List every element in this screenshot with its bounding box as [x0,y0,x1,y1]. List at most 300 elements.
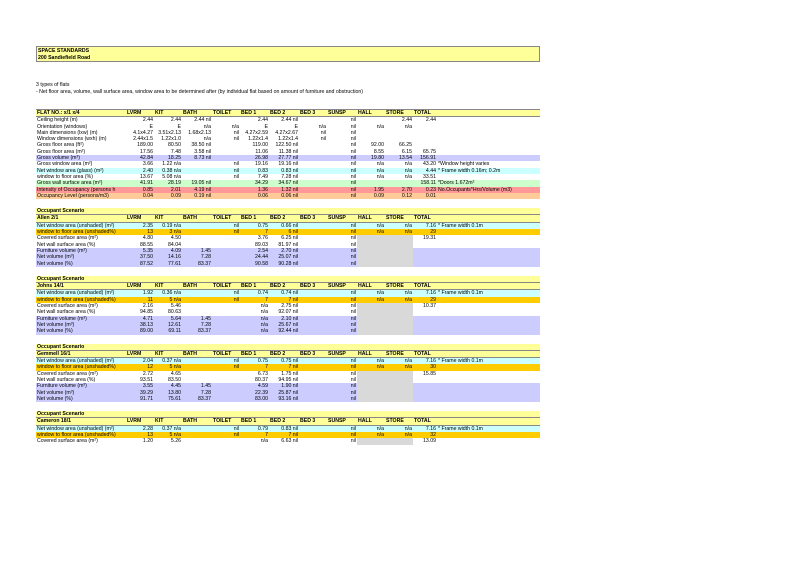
table-cell: nil [327,193,357,199]
table-cell: 0.12 [385,193,413,199]
table-cell [182,425,212,432]
table-cell [212,117,240,124]
header-row [36,283,540,290]
row-label: Gross floor area (m²) [36,149,126,155]
row-label: Net window area (unshaded) (m²) [36,290,126,297]
table-cell: 14.16 [154,254,182,260]
table-cell: 28.19 [154,180,182,186]
section-title-row [36,208,540,215]
row-label: Net window area (unshaded) (m²) [36,222,126,229]
table-cell: 5.26 [154,438,182,444]
row-label: window to floor area (unshaded%) [36,229,126,235]
row-label: Gross volume (m³) [36,155,126,161]
header-cell: SUNSP [327,350,357,357]
table-cell: 4.1x4.27 [126,130,154,136]
occupant-scenario-table [36,208,540,267]
table-cell: 5.64 [154,316,182,322]
table-row [36,358,540,365]
table-cell: nil [299,136,327,142]
table-cell: n/a [357,229,385,235]
header-cell: BED 1 [240,283,269,290]
header-cell: LVRM [126,283,154,290]
table-cell: nil [327,155,357,161]
title-space-standards: SPACE STANDARDS [38,48,90,54]
row-note: *Window height varies [437,161,540,167]
table-cell: nil [327,383,357,389]
table-cell: 89.03 [240,242,269,248]
row-note: * Frame width 0.16m; 0.2m [437,168,540,174]
table-cell: nil [327,438,357,444]
table-cell: nil [327,136,357,142]
row-label: Net wall surface area (%) [36,309,126,315]
table-cell [299,358,327,365]
row-note [437,438,540,444]
table-cell: 1.45 [182,248,212,254]
table-cell: 65.75 [413,149,437,155]
table-cell [299,117,327,124]
header-row [36,350,540,357]
table-cell: 6.25 nil [269,235,299,241]
row-note [437,117,540,124]
table-cell: nil [327,364,357,370]
table-cell: 5 n/a [154,297,182,303]
header-cell: BED 2 [269,418,299,425]
section-gap [36,335,540,344]
table-cell: 4.50 [154,235,182,241]
table-cell: E [269,124,299,130]
table-cell: 2.44x1.5 [126,136,154,142]
table-cell: nil [212,432,240,438]
table-cell: E [154,124,182,130]
table-cell: 83.37 [182,261,212,267]
table-row [36,117,540,124]
header-cell: BED 1 [240,350,269,357]
header-cell: Cameron 18/1 [36,418,126,425]
table-cell: 29 [413,229,437,235]
table-cell: 1.22 n/a [154,161,182,167]
table-cell: n/a [385,229,413,235]
table-cell: 26.98 [240,155,269,161]
header-cell: BED 3 [299,350,327,357]
table-cell: n/a [385,124,413,130]
table-cell [357,117,385,124]
table-cell: 13.67 [126,174,154,180]
row-label: Covered surface area (m²) [36,303,126,309]
table-cell: 6.15 [385,149,413,155]
table-cell: nil [327,242,357,248]
table-cell: 6.63 nil [269,438,299,444]
table-cell: 5 n/a [154,364,182,370]
occupant-scenario-table [36,276,540,335]
row-label: Furniture volume (m³) [36,248,126,254]
table-cell: 4.45 [154,383,182,389]
table-cell: nil [327,303,357,309]
table-cell: 38.13 [126,322,154,328]
header-cell: HALL [357,350,385,357]
table-row [36,438,540,444]
header-cell: SUNSP [327,418,357,425]
header-cell: TOILET [212,418,240,425]
table-cell: 2.10 nil [269,316,299,322]
table-cell: n/a [240,316,269,322]
header-cell [437,215,540,222]
table-cell: 1.90 nil [269,383,299,389]
table-cell: n/a [212,124,240,130]
table-cell: 158.11 [413,180,437,186]
table-cell: nil [327,229,357,235]
section-gap [36,267,540,276]
table-cell: 2.44 [413,117,437,124]
header-cell: TOTAL [413,110,437,117]
table-cell: 1.22x1.4 [240,136,269,142]
table-cell: 93.16 nil [269,396,299,402]
table-cell: nil [327,142,357,148]
table-cell: 0.83 nil [269,168,299,174]
table-cell: 1.92 [126,290,154,297]
table-cell [182,358,212,365]
table-cell: n/a [357,290,385,297]
table-cell: 1.32 nil [269,187,299,193]
table-cell: n/a [357,425,385,432]
table-cell: 83.37 [182,396,212,402]
header-cell: KIT [154,110,182,117]
table-cell: 0.85 [126,187,154,193]
header-cell: HALL [357,418,385,425]
table-cell: n/a [357,174,385,180]
table-cell: 2.01 [154,187,182,193]
header-cell: HALL [357,283,385,290]
header-cell: SUNSP [327,215,357,222]
table-cell: 4.44 [413,168,437,174]
table-cell: 19.16 [240,161,269,167]
table-cell: 5 n/a [154,432,182,438]
table-row [36,290,540,297]
header-cell: Gemmell 16/1 [36,350,126,357]
table-cell: nil [212,297,240,303]
table-row [36,187,540,193]
table-cell: 3.76 [240,235,269,241]
intro-notes [36,82,540,96]
table-cell: 2.44 [385,117,413,124]
table-cell: 0.37 n/a [154,425,182,432]
row-label: Covered surface area (m²) [36,438,126,444]
table-cell: 2.16 [126,303,154,309]
table-cell: 0.83 nil [269,425,299,432]
row-label: Gross wall surface area (m²) [36,180,126,186]
row-label: Net window area (unshaded) (m²) [36,425,126,432]
table-cell: 92.07 nil [269,309,299,315]
table-cell: 7.49 [240,174,269,180]
table-cell: 19.16 nil [269,161,299,167]
table-cell: n/a [385,297,413,303]
table-cell: 7.28 nil [269,174,299,180]
header-cell: TOILET [212,215,240,222]
table-cell: nil [299,130,327,136]
data-tables [36,109,540,445]
table-cell: 11.06 [240,149,269,155]
table-cell: 91.71 [126,396,154,402]
table-cell: 25.87 nil [269,390,299,396]
header-cell: KIT [154,215,182,222]
table-cell [182,290,212,297]
table-cell: nil [327,149,357,155]
table-cell: 2.70 [385,187,413,193]
row-label: Net wall surface area (%) [36,242,126,248]
table-cell: 37.50 [126,254,154,260]
header-cell: STORE [385,215,413,222]
table-cell: 2.44 [154,117,182,124]
table-cell: 2.44 [126,117,154,124]
table-cell: 83.00 [240,396,269,402]
table-cell: 0.06 nil [269,193,299,199]
table-cell: nil [327,187,357,193]
row-label: Main dimensions (lxw) (m) [36,130,126,136]
header-cell: HALL [357,215,385,222]
row-label: window to floor area (%) [36,174,126,180]
table-cell: 75.61 [154,396,182,402]
table-cell: n/a [357,297,385,303]
section-title-row [36,411,540,418]
row-note: * Frame width 0.1m [437,358,540,365]
table-cell: 12.61 [154,322,182,328]
header-cell: BATH [182,110,212,117]
header-cell: BED 2 [269,215,299,222]
row-note: No.Occupants*Hrs/Volume (m3) [437,187,540,193]
table-cell: 1.45 [182,316,212,322]
header-cell: STORE [385,110,413,117]
row-label: Occupancy Level (persons/m3) [36,193,126,199]
header-cell: STORE [385,350,413,357]
table-cell: 0.09 [154,193,182,199]
table-cell: 11 [126,297,154,303]
table-cell: 80.63 [154,309,182,315]
header-cell: BED 1 [240,110,269,117]
header-cell: BATH [182,418,212,425]
table-cell: 7 nil [269,297,299,303]
section-gap [36,402,540,411]
intro-line-2: - Net floor area, volume, wall surface area, window area to be determined after (by individual flat based on amount of furniture and obstruction) [36,89,363,95]
table-cell: 0.83 [240,168,269,174]
table-cell: 1.20 [126,438,154,444]
table-cell: 13 [126,229,154,235]
table-cell [299,222,327,229]
row-label: Net volume (%) [36,396,126,402]
header-cell: KIT [154,283,182,290]
header-cell: BED 3 [299,215,327,222]
table-cell: n/a [240,328,269,334]
header-row [36,418,540,425]
table-cell: nil [327,425,357,432]
table-cell: 0.19 nil [182,193,212,199]
table-cell: E [126,124,154,130]
table-cell: 4.71 [126,316,154,322]
header-cell: LVRM [126,110,154,117]
table-cell: 4.27x2.67 [269,130,299,136]
table-cell: nil [212,290,240,297]
table-cell: 7.16 [413,290,437,297]
row-label: Orientation (windows) [36,124,126,130]
table-cell: 0.79 [240,425,269,432]
table-cell: 34.67 nil [269,180,299,186]
header-cell: LVRM [126,215,154,222]
header-cell: BATH [182,350,212,357]
table-cell: 0.23 [413,187,437,193]
table-cell: nil [212,425,240,432]
header-cell: Allen 2/1 [36,215,126,222]
section-title: Occupant Scenario [36,276,540,283]
table-cell: 2.44 nil [269,117,299,124]
header-cell: BED 3 [299,110,327,117]
table-cell: 1.68x2.13 [182,130,212,136]
table-cell: 83.50 [154,377,182,383]
table-cell: n/a [182,124,212,130]
table-cell: 122.50 nil [269,142,299,148]
table-cell: nil [212,222,240,229]
header-cell: TOTAL [413,283,437,290]
table-cell: nil [327,390,357,396]
row-label: window to floor area (unshaded%) [36,297,126,303]
table-row [36,425,540,432]
table-cell: nil [327,322,357,328]
table-cell: 13.80 [154,390,182,396]
header-cell: BED 1 [240,215,269,222]
table-cell: 7 nil [269,364,299,370]
flat-dimensions-table [36,109,540,199]
occupant-scenario-table [36,411,540,444]
table-cell: 13 [126,432,154,438]
table-cell: 189.00 [126,142,154,148]
table-cell: nil [327,358,357,365]
row-label: Furniture volume (m³) [36,383,126,389]
header-cell: SUNSP [327,283,357,290]
table-cell: 88.55 [126,242,154,248]
table-cell: 84.04 [154,242,182,248]
section-title: Occupant Scenario [36,411,540,418]
table-cell: 30 [413,364,437,370]
row-note: *Doors 1.672m² [437,180,540,186]
table-cell: 1.22x1.4 [269,136,299,142]
table-cell: n/a [240,438,269,444]
table-cell: 0.01 [413,193,437,199]
table-cell: 3.58 nil [182,149,212,155]
table-cell: 15.85 [413,371,437,377]
row-label: Net volume (m³) [36,322,126,328]
table-cell: 1.22x1.0 [154,136,182,142]
table-cell: 2.04 [126,358,154,365]
table-cell: nil [212,168,240,174]
table-cell: n/a [385,425,413,432]
table-cell: 94.95 nil [269,377,299,383]
table-cell: 32 [413,432,437,438]
title-address: 200 Sandiefield Road [38,55,91,61]
table-cell: n/a [240,309,269,315]
section-title-row [36,344,540,351]
table-cell: 22.39 [240,390,269,396]
table-cell: 27.77 nil [269,155,299,161]
table-cell: nil [327,235,357,241]
header-cell: SUNSP [327,110,357,117]
table-cell: 5.35 [126,248,154,254]
table-cell [212,438,240,444]
header-cell: Johns 14/1 [36,283,126,290]
row-label: window to floor area (unshaded%) [36,432,126,438]
table-cell: 156.91 [413,155,437,161]
table-cell: n/a [385,364,413,370]
table-cell [182,222,212,229]
table-cell: nil [327,328,357,334]
table-cell: 0.38 n/a [154,168,182,174]
table-cell: 80.37 [240,377,269,383]
table-cell: 2.75 nil [269,303,299,309]
table-cell: 92.00 [357,142,385,148]
table-cell: 7.28 [182,390,212,396]
table-cell: 6.73 [240,371,269,377]
row-note: * Frame width 0.1m [437,425,540,432]
table-cell: n/a [385,432,413,438]
table-cell: 19.05 nil [182,180,212,186]
table-cell: nil [327,161,357,167]
table-cell: 2.40 [126,168,154,174]
header-cell: BED 1 [240,418,269,425]
row-label: Furniture volume (m³) [36,316,126,322]
table-cell: 19.80 [357,155,385,161]
header-cell: BED 3 [299,418,327,425]
row-label: Covered surface area (m²) [36,235,126,241]
table-cell: 41.91 [126,180,154,186]
row-label: Net volume (m³) [36,254,126,260]
table-cell: n/a [357,432,385,438]
table-cell: 4.80 [126,235,154,241]
table-cell: 90.28 nil [269,261,299,267]
table-cell: 3.55 [126,383,154,389]
table-cell: nil [327,254,357,260]
table-cell [182,438,212,444]
table-cell: 24.44 [240,254,269,260]
header-cell: STORE [385,283,413,290]
header-cell [437,418,540,425]
table-cell [357,438,385,444]
header-cell: TOILET [212,350,240,357]
header-cell: STORE [385,418,413,425]
table-cell: 2.35 [126,222,154,229]
header-cell: TOILET [212,283,240,290]
table-cell: 7.16 [413,358,437,365]
row-note: * Frame width 0.1m [437,222,540,229]
table-cell [299,438,327,444]
table-cell: 6 nil [269,229,299,235]
table-cell: 2.44 [240,117,269,124]
table-cell: E [240,124,269,130]
row-label: Net volume (%) [36,328,126,334]
header-cell: LVRM [126,418,154,425]
table-cell: 7 [240,297,269,303]
title-block [36,46,540,62]
table-cell: 13.09 [413,438,437,444]
table-cell: 0.75 [240,358,269,365]
table-cell: 80.50 [154,142,182,148]
row-label: Gross floor area (ft²) [36,142,126,148]
table-cell: nil [327,316,357,322]
table-cell: nil [327,117,357,124]
table-cell: 7 [240,229,269,235]
table-cell: 89.00 [126,328,154,334]
row-label: Net window area (unshaded) (m²) [36,358,126,365]
header-cell: BED 2 [269,350,299,357]
table-cell: 7 [240,364,269,370]
section-title: Occupant Scenario [36,208,540,215]
header-cell: KIT [154,418,182,425]
table-cell: nil [327,124,357,130]
